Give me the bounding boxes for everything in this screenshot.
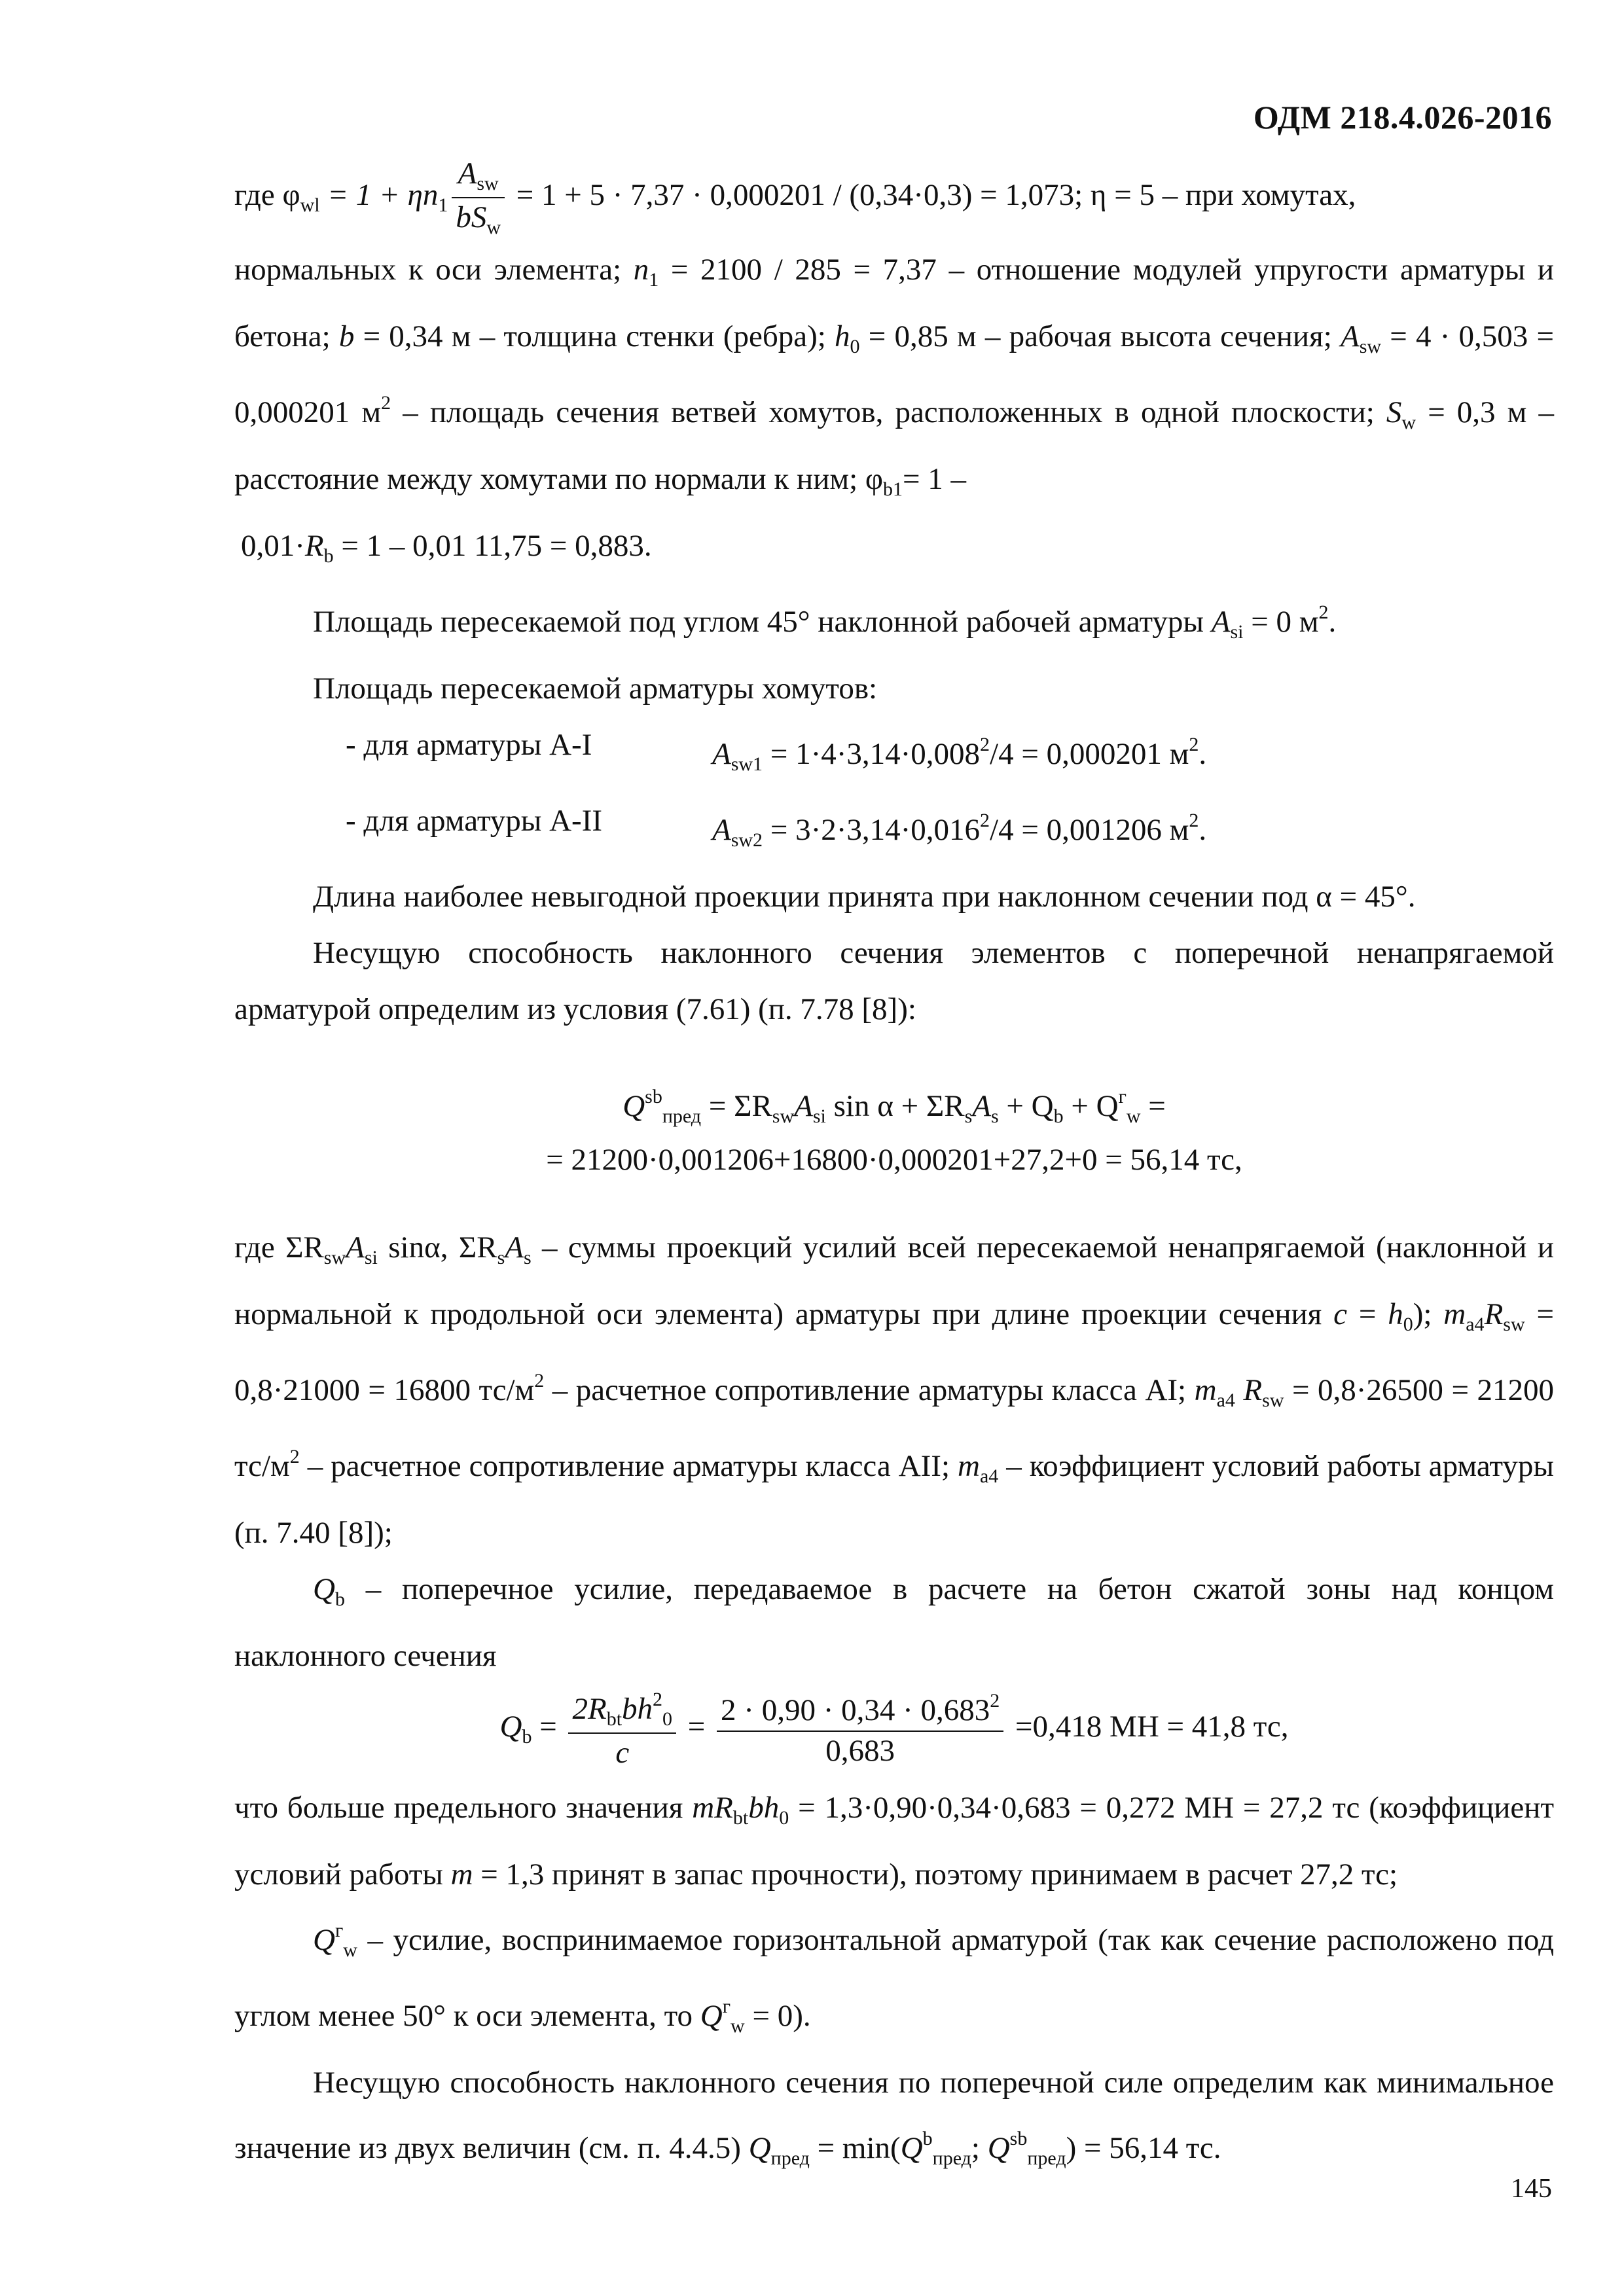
list-item-a1: - для арматуры А-I $A_{sw1} = 1\cdot 4\cdot 3,14\cdot 0,008^2/4 = 0,000201$ $м^2$. [346, 727, 1207, 775]
paragraph-sum-definitions: где $\Sigma R_{sw}A_{si}$ sinα, $\Sigma R_sA_s$ – суммы проекций усилий всей пересекаемой ненапрягаемой (наклонной и нормальной к продольной оси элемента) арматуры при длине проекции сечения $c = h_0$); $m_{a4}R_{sw} = 0,8\cdot 21000 = 16800$ $тс/м^2$ – расчетное сопротивление арматуры класса AI; $m_{a4}$ $R_{sw} = 0,8\cdot 26500 = 21200$ $тс/м^2$ – расчетное сопротивление арматуры класса AII; $m_{a4}$ – коэффициент условий работы арматуры (п. 7.40 [8]); [234, 1230, 1554, 1550]
paragraph-bearing-capacity: Несущую способность наклонного сечения элементов с поперечной ненапрягаемой арматурой определим из условия (7.61) (п. 7.78 [8]): [234, 935, 1554, 1026]
paragraph-qw-definition: $Q^г_w$ – усилие, воспринимаемое горизонтальной арматурой (так как сечение расположено под углом менее 50° к оси элемента, то $Q^г_w = 0$). [234, 1919, 1554, 2037]
paragraph-parameters: нормальных к оси элемента; $n_1 = 2100 / 285 = 7,37$ – отношение модулей упругости арматуры и бетона; b = 0,34 м – толщина стенки (ребра); $h_0 = 0,85$ м – рабочая высота сечения; $A_{sw} = 4 \cdot 0,503 = 0,000201$ $м^2$ – площадь сечения ветвей хомутов, расположенных в одной плоскости; $S_w = 0,3$ м – расстояние между хомутами по нормали к ним; $\varphi_{b1}= 1$ – [234, 252, 1555, 500]
page-number: 145 [1511, 2174, 1552, 2204]
formula-qb: $Q_b$ = $\frac{2R_{bt}bh^2_0}{c}$ = $\frac{2 \cdot 0,90 \cdot 0,34 \cdot 0,683^2}{0,683}$ =0,418 МН = 41,8 тс, [499, 1688, 1289, 1770]
document-code-header: ОДМ 218.4.026-2016 [1253, 99, 1552, 135]
formula-q-pred-sb: $Q^{sb}_{пред} = \Sigma R_{sw}A_{si}$ $\sin \alpha + \Sigma R_sA_s + Q_b + Q^г_w$ = [623, 1085, 1166, 1127]
paragraph-projection-length: Длина наиболее невыгодной проекции принята при наклонном сечении под α = 45°. [313, 879, 1416, 914]
fraction-asw-bsw: $\frac{A_{sw}}{bS_w}$ [452, 157, 505, 238]
paragraph-final-capacity: Несущую способность наклонного сечения по поперечной силе определим как минимальное значение из двух величин (см. п. 4.4.5) $Q_{пред} = \min(Q^b_{пред}$; $Q^{sb}_{пред}) = 56,14$ тс. [234, 2065, 1554, 2169]
paragraph-phi-definition: где $\varphi_{wl} = 1 + \eta n_1$ $\frac{A_{sw}}{bS_w}$ = 1 + 5 · 7,37 · 0,000201 / (0,34·0,3) = 1,073; η = 5 – при хомутах, [234, 156, 1356, 238]
list-item-a2: - для арматуры А-II $A_{sw2} = 3\cdot 2\cdot 3,14\cdot 0,016^2/4 = 0,001206$ $м^2$. [346, 803, 1207, 851]
paragraph-limit-value: что больше предельного значения $mR_{bt}bh_0 = 1,3\cdot 0,90\cdot 0,34\cdot 0,683 = 0,272$ МН = 27,2 тс (коэффициент условий работы m = 1,3 принят в запас прочности), поэтому принимаем в расчет 27,2 тс; [234, 1790, 1554, 1892]
paragraph-phi-b1: $0,01\cdot R_b = 1 - 0,01$ 11,75 = 0,883. [241, 528, 652, 567]
paragraph-inclined-reinforcement: Площадь пересекаемой под углом 45° наклонной рабочей арматуры $A_{si} = 0$ $м^2$. [313, 601, 1337, 643]
paragraph-stirrup-area: Площадь пересекаемой арматуры хомутов: [313, 671, 878, 706]
page-content [234, 157, 1554, 2187]
fraction-qb-symbolic: $\frac{2R_{bt}bh^2_0}{c}$ [568, 1689, 676, 1770]
formula-q-pred-sb-result: = 21200·0,001206+16800·0,000201+27,2+0 = 56,14 тс, [546, 1142, 1242, 1177]
paragraph-qb-definition: $Q_b$ – поперечное усилие, передаваемое в расчете на бетон сжатой зоны над концом наклонного сечения [234, 1571, 1554, 1673]
fraction-qb-numeric: $\frac{2 \cdot 0,90 \cdot 0,34 \cdot 0,683^2}{0,683}$ [717, 1690, 1003, 1768]
